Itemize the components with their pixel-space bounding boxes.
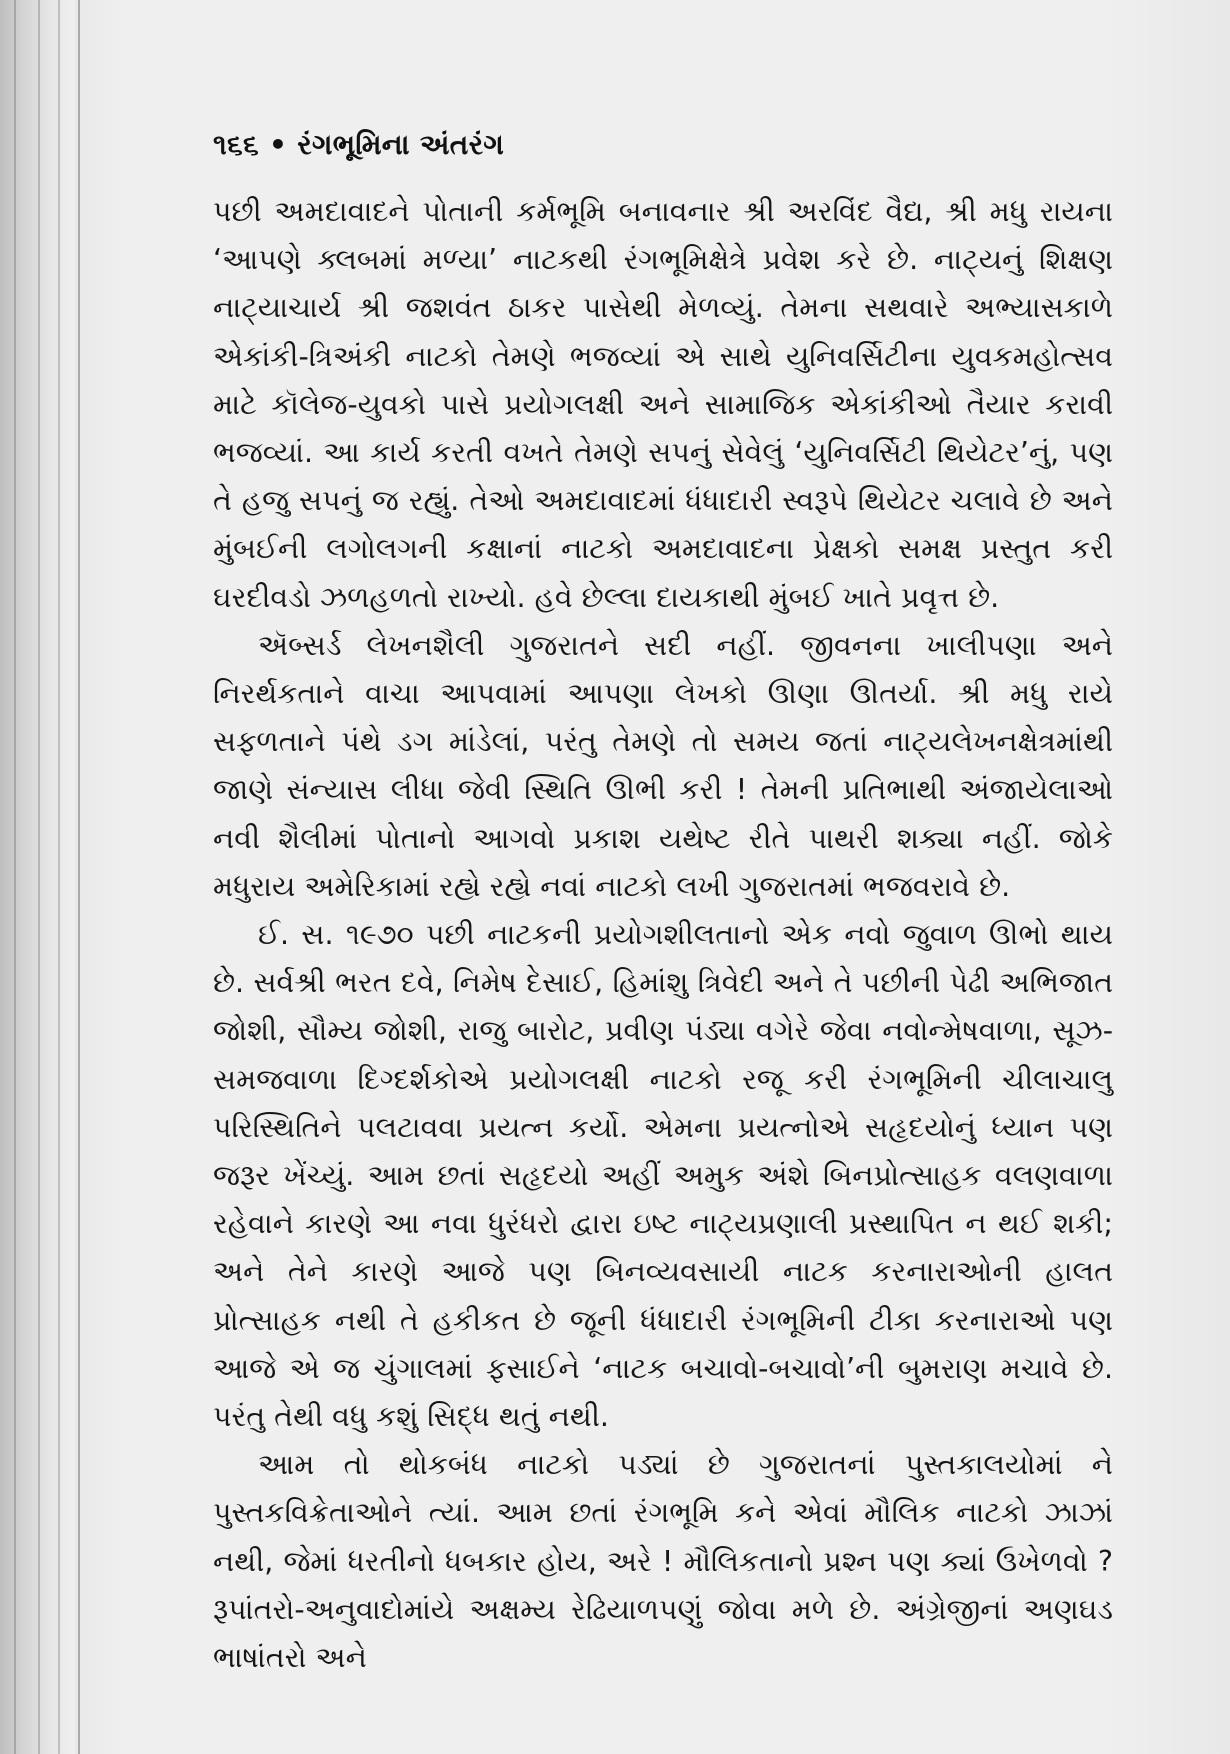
gutter-line xyxy=(38,0,40,1754)
paragraph-2: ઍબ્સર્ડ લેખનશૈલી ગુજરાતને સદી નહીં. જીવનના ખાલીપણા અને નિરર્થકતાને વાચા આપવામાં આપણા લેખકો ઊણા ઊતર્યા. શ્રી મધુ રાયે સફળતાને પંથે ડગ માંડેલાં, પરંતુ તેમણે તો સમય જતાં નાટ્યલેખનક્ષેત્રમાંથી જાણે સંન્યાસ લીધા જેવી સ્થિતિ ઊભી કરી ! તેમની પ્રતિભાથી અંજાયેલાઓ નવી શૈલીમાં પોતાનો આગવો પ્રકાશ યથેષ્ટ રીતે પાથરી શક્યા નહીં. જોકે મધુરાય અમેરિકામાં રહ્યે રહ્યે નવાં નાટકો લખી ગુજરાતમાં ભજવરાવે છે. xyxy=(213,628,1113,903)
paragraph-4: આમ તો થોકબંધ નાટકો પડ્યાં છે ગુજરાતનાં પુસ્તકાલયોમાં ને પુસ્તકવિક્રેતાઓને ત્યાં. આમ છતાં રંગભૂમિ કને એવાં મૌલિક નાટકો ઝાઝાં નથી, જેમાં ધરતીનો ધબકાર હોય, અરે ! મૌલિકતાનો પ્રશ્ન પણ ક્યાં ઉખેળવો ? રૂપાંતરો-અનુવાદોમાંયે અક્ષમ્ય રેઢિયાળપણું જોવા મળે છે. અંગ્રેજીનાં અણઘડ ભાષાંતરો અને xyxy=(213,1448,1113,1675)
paragraph-3: ઈ. સ. ૧૯૭૦ પછી નાટકની પ્રયોગશીલતાનો એક નવો જુવાળ ઊભો થાય છે. સર્વશ્રી ભરત દવે, નિમેષ દેસાઈ, હિમાંશુ ત્રિવેદી અને તે પછીની પેઢી અભિજાત જોશી, સૌમ્ય જોશી, રાજુ બારોટ, પ્રવીણ પંડ્યા વગેરે જેવા નવોન્મેષવાળા, સૂઝ-સમજવાળા દિગ્દર્શકોએ પ્રયોગલક્ષી નાટકો રજૂ કરી રંગભૂમિની ચીલાચાલુ પરિસ્થિતિને પલટાવવા પ્રયત્ન કર્યો. એમના પ્રયત્નોએ સહૃદયોનું ધ્યાન પણ જરૂર ખેંચ્યું. આમ છતાં સહૃદયો અહીં અમુક અંશે બિનપ્રોત્સાહક વલણવાળા રહેવાને કારણે આ નવા ધુરંધરો દ્વારા ઇષ્ટ નાટ્યપ્રણાલી પ્રસ્થાપિત ન થઈ શકી; અને તેને કારણે આજે પણ બિનવ્યવસાયી નાટક કરનારાઓની હાલત પ્રોત્સાહક નથી તે હકીકત છે જૂની ધંધાદારી રંગભૂમિની ટીકા કરનારાઓ પણ આજે એ જ ચુંગાલમાં ફસાઈને ‘નાટક બચાવો-બચાવો’ની બુમરાણ મચાવે છે. પરંતુ તેથી વધુ કશું સિદ્ધ થતું નથી. xyxy=(213,918,1113,1434)
gutter-line xyxy=(58,0,60,1754)
paragraph-1: પછી અમદાવાદને પોતાની કર્મભૂમિ બનાવનાર શ્રી અરવિંદ વૈદ્ય, શ્રી મધુ રાયના ‘આપણે ક્લબમાં મળ્યા’ નાટકથી રંગભૂમિક્ષેત્રે પ્રવેશ કરે છે. નાટ્યનું શિક્ષણ નાટ્યાચાર્ય શ્રી જશવંત ઠાકર પાસેથી મેળવ્યું. તેમના સથવારે અભ્યાસકાળે એકાંકી-ત્રિઅંકી નાટકો તેમણે ભજવ્યાં એ સાથે યુનિવર્સિટીના યુવકમહોત્સવ માટે કૉલેજ-યુવકો પાસે પ્રયોગલક્ષી અને સામાજિક એકાંકીઓ તૈયાર કરાવી ભજવ્યાં. આ કાર્ય કરતી વખતે તેમણે સપનું સેવેલું ‘યુનિવર્સિટી થિયેટર’નું, પણ તે હજુ સપનું જ રહ્યું. તેઓ અમદાવાદમાં ધંધાદારી સ્વરૂપે થિયેટર ચલાવે છે અને મુંબઈની લગોલગની કક્ષાનાં નાટકો અમદાવાદના પ્રેક્ષકો સમક્ષ પ્રસ્તુત કરી ઘરદીવડો ઝળહળતો રાખ્યો. હવે છેલ્લા દાયકાથી મુંબઈ ખાતે પ્રવૃત્ત છે. xyxy=(213,195,1113,614)
page-number: ૧૬૬ xyxy=(213,128,259,161)
header-bullet: • xyxy=(268,128,288,161)
running-header xyxy=(213,128,504,162)
gutter-line xyxy=(78,0,80,1754)
header-title: રંગભૂમિના અંતરંગ xyxy=(297,128,505,161)
body-text xyxy=(213,188,1113,1682)
gutter-line xyxy=(14,0,16,1754)
